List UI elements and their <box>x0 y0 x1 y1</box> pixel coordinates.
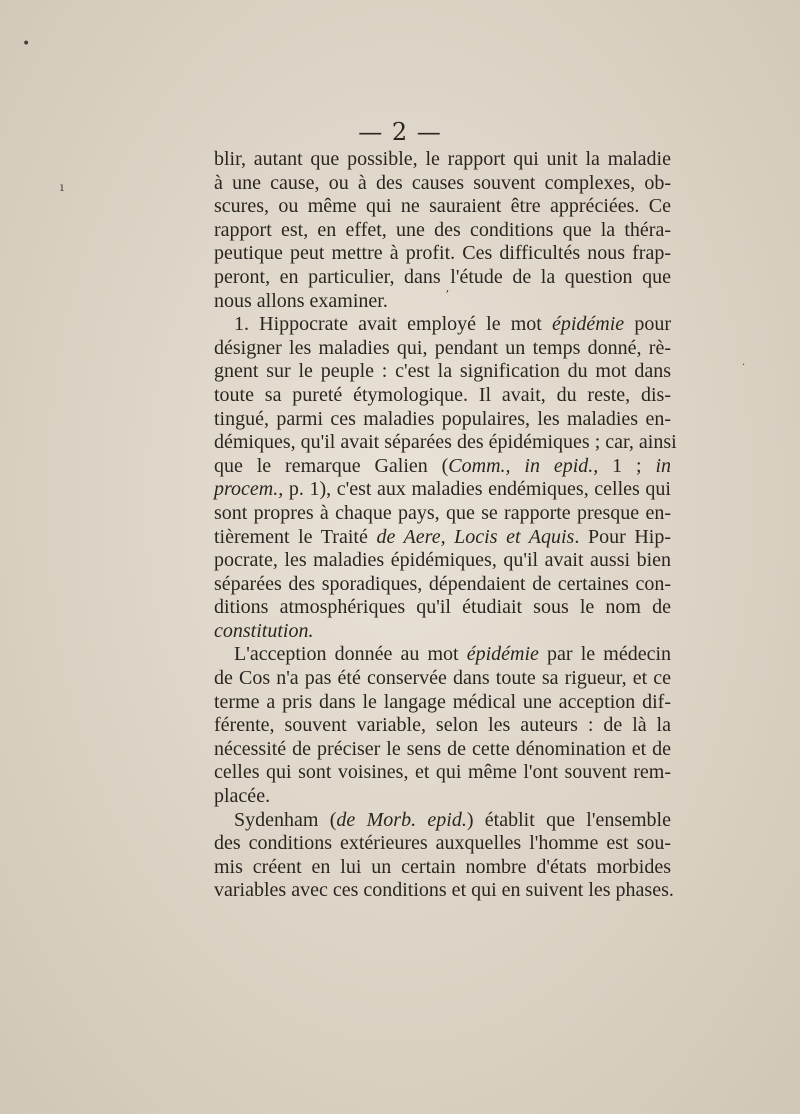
text-line: démiques, qu'il avait séparées des épidémiques ; car, ainsi <box>214 431 677 454</box>
paper-speck: ʼ <box>445 288 449 302</box>
text-line: tièrement le Traité de Aere, Locis et Aquis. Pour Hip- <box>214 525 671 548</box>
body-text <box>214 148 677 903</box>
text-line: férente, souvent variable, selon les auteurs : de là la <box>214 714 671 737</box>
text-line: 1. Hippocrate avait employé le mot épidémie pour <box>234 313 671 336</box>
text-line: terme a pris dans le langage médical une acception dif- <box>214 690 671 713</box>
paper-speck: • <box>22 36 31 52</box>
text-line: L'acception donnée au mot épidémie par le médecin <box>234 643 672 666</box>
text-line: peront, en particulier, dans l'étude de la question que <box>214 265 671 288</box>
text-line: séparées des sporadiques, dépendaient de certaines con- <box>214 572 671 595</box>
paper-speck: · <box>742 360 746 371</box>
text-line: tingué, parmi ces maladies populaires, les maladies en- <box>214 407 671 430</box>
text-line: désigner les maladies qui, pendant un temps donné, rè- <box>214 336 671 359</box>
text-line: des conditions extérieures auxquelles l'homme est sou- <box>214 832 671 855</box>
text-line: procem., p. 1), c'est aux maladies endémiques, celles qui <box>214 478 671 501</box>
text-line: mis créent en lui un certain nombre d'états morbides <box>214 855 671 878</box>
text-line: que le remarque Galien (Comm., in epid., 1 ; in <box>214 454 672 477</box>
text-line: scures, ou même qui ne sauraient être appréciées. Ce <box>214 195 671 218</box>
text-line: rapport est, en effet, une des conditions que la théra- <box>214 218 671 241</box>
text-line: variables avec ces conditions et qui en suivent les phases. <box>214 879 674 902</box>
text-line: peutique peut mettre à profit. Ces difficultés nous frap- <box>214 242 671 265</box>
text-line: de Cos n'a pas été conservée dans toute sa rigueur, et ce <box>214 667 671 690</box>
page-number: — 2 — <box>358 118 442 146</box>
text-line: blir, autant que possible, le rapport qui unit la maladie <box>214 148 671 170</box>
text-line: constitution. <box>214 619 314 642</box>
text-line: sont propres à chaque pays, que se rapporte presque en- <box>214 501 671 524</box>
paper-speck: ı <box>60 180 64 194</box>
text-line: ditions atmosphériques qu'il étudiait sous le nom de <box>214 596 671 619</box>
text-line: à une cause, ou à des causes souvent complexes, ob- <box>214 171 671 194</box>
text-line: pocrate, les maladies épidémiques, qu'il avait aussi bien <box>214 549 671 572</box>
text-line: gnent sur le peuple : c'est la signification du mot dans <box>214 360 671 383</box>
text-line: celles qui sont voisines, et qui même l'ont souvent rem- <box>214 761 671 784</box>
text-line: nécessité de préciser le sens de cette dénomination et de <box>214 737 671 760</box>
text-line: Sydenham (de Morb. epid.) établit que l'ensemble <box>234 808 671 831</box>
text-line: toute sa pureté étymologique. Il avait, du reste, dis- <box>214 383 671 406</box>
text-line: nous allons examiner. <box>214 289 388 312</box>
text-line: placée. <box>214 785 271 808</box>
